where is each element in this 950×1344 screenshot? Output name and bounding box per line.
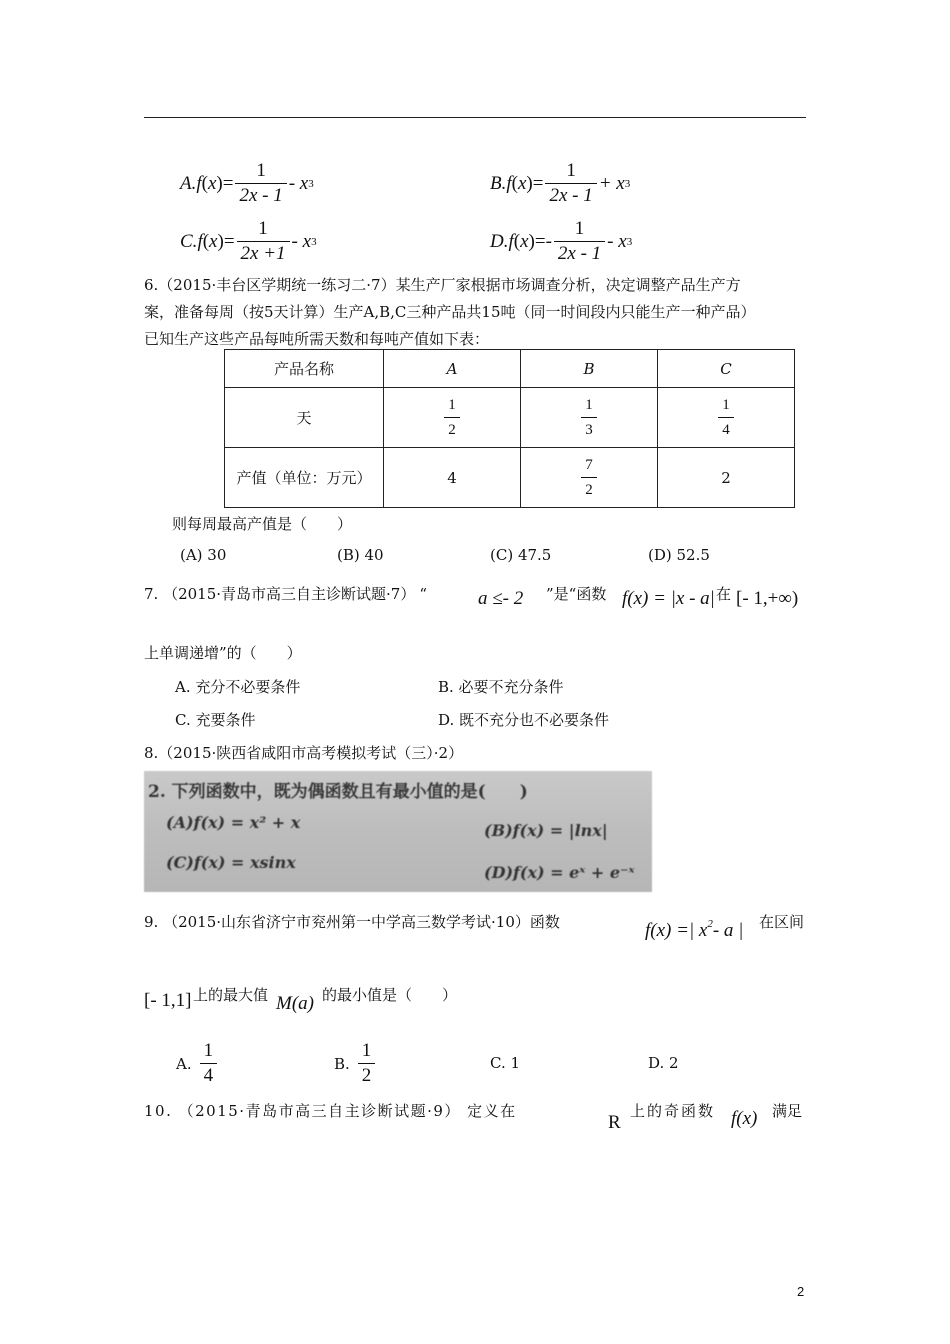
q6-question: 则每周最高产值是（ ） <box>172 515 353 533</box>
table-row-label: 产值（单位：万元） <box>225 448 384 508</box>
q5-a-label: A. <box>180 172 197 194</box>
q5-b-lhs: f <box>506 172 512 194</box>
q7-option-c: C. 充要条件 <box>175 711 256 729</box>
frac-den: 3 <box>585 422 593 438</box>
table-header-cell: C <box>658 350 795 388</box>
q5-a-pc: ) <box>216 172 223 194</box>
q5-a-fraction <box>235 160 286 207</box>
q5-c-eq: = <box>223 230 235 252</box>
q5-option-c <box>180 218 317 265</box>
q9-function <box>645 918 743 942</box>
q5-b-fraction <box>545 160 596 207</box>
q6-line1: 6.（2015·丰台区学期统一练习二·7）某生产厂家根据市场调查分析，决定调整产品生产方 <box>144 276 741 294</box>
q5-a-num: 1 <box>235 160 286 184</box>
q8-photo-option-c: (C)f(x) = xsinx <box>166 853 296 872</box>
q5-a-exp: 3 <box>308 177 314 190</box>
frac-num: 1 <box>358 1040 376 1064</box>
q5-c-label: C. <box>180 230 198 252</box>
q5-b-eq: = <box>532 172 544 194</box>
q8-photo-question: 2. 下列函数中，既为偶函数且有最小值的是( ) <box>148 782 528 802</box>
q5-c-rest: - x <box>291 230 312 252</box>
q5-b-var: x <box>517 172 527 194</box>
q5-b-po: ( <box>511 172 518 194</box>
q10-mid: 上的奇函数 <box>630 1102 716 1120</box>
q10-function: f(x) <box>731 1108 758 1129</box>
frac-num: 1 <box>200 1040 218 1064</box>
frac-num: 1 <box>718 394 734 418</box>
q5-a-var: x <box>207 172 217 194</box>
frac-num: 7 <box>581 454 597 478</box>
q9-option-d: D. 2 <box>648 1054 679 1072</box>
table-row-label: 天 <box>225 388 384 448</box>
q7-function: f(x) = |x - a| <box>622 588 715 609</box>
table-header-cell: B <box>521 350 658 388</box>
q10-prefix: 10. （2015·青岛市高三自主诊断试题·9） 定义在 <box>144 1102 517 1120</box>
q9-b-fraction <box>358 1040 376 1087</box>
q6-line2: 案，准备每周（按5天计算）生产A,B,C三种产品共15吨（同一时间段内只能生产一种产品） <box>144 303 756 321</box>
q5-d-eq: =- <box>534 230 552 252</box>
q5-d-po: ( <box>513 230 521 252</box>
q9-func-rhs: - a | <box>712 920 744 941</box>
header-rule <box>144 117 806 118</box>
frac-den: 2 <box>448 422 456 438</box>
q9-option-a <box>176 1040 219 1087</box>
q5-a-den: 2x - 1 <box>239 185 283 206</box>
q7-interval: [- 1,+∞) <box>736 588 799 609</box>
q6-option-c: (C) 47.5 <box>490 546 552 564</box>
q5-d-var: x <box>520 230 529 252</box>
q9-tail: 的最小值是（ ） <box>322 986 458 1004</box>
frac-den: 4 <box>203 1065 214 1086</box>
table-cell-c-value: 2 <box>658 448 795 508</box>
q6-line3: 已知生产这些产品每吨所需天数和每吨产值如下表： <box>144 330 490 348</box>
q7-option-a: A. 充分不必要条件 <box>175 678 301 696</box>
q5-d-num: 1 <box>554 218 605 242</box>
q7-mid: ”是“函数 <box>546 585 607 603</box>
q8-photo-option-b: (B)f(x) = |lnx| <box>484 821 608 840</box>
q5-c-num: 1 <box>237 218 290 242</box>
q5-option-d <box>490 218 632 265</box>
q9-func-lhs: f(x) =| x <box>645 920 708 941</box>
q5-b-pc: ) <box>526 172 533 194</box>
q5-c-exp: 3 <box>311 235 317 248</box>
q7-line2: 上单调递增”的（ ） <box>144 644 302 662</box>
table-header-row <box>225 350 795 388</box>
q6-option-d: (D) 52.5 <box>648 546 710 564</box>
frac-den: 2 <box>361 1065 372 1086</box>
q5-d-fraction <box>554 218 605 265</box>
q5-c-po: ( <box>202 230 210 252</box>
q9-option-b <box>334 1040 377 1087</box>
q5-d-lhs: f <box>508 230 514 252</box>
q6-option-a: (A) 30 <box>180 546 227 564</box>
q7-prefix <box>144 583 427 604</box>
q8-scanned-image <box>144 771 652 892</box>
q9-mid: 上的最大值 <box>193 986 269 1004</box>
q5-c-fraction <box>237 218 290 265</box>
q9-b-label: B. <box>334 1054 350 1073</box>
frac-den: 4 <box>722 422 730 438</box>
q7-condition: a ≤- 2 <box>478 588 524 609</box>
q9-a-label: A. <box>176 1054 192 1073</box>
q5-d-label: D. <box>490 230 509 252</box>
q5-c-pc: ) <box>217 230 224 252</box>
q10-R: R <box>608 1112 621 1133</box>
q5-a-po: ( <box>201 172 208 194</box>
q5-a-eq: = <box>222 172 234 194</box>
q9-prefix: 9. （2015·山东省济宁市兖州第一中学高三数学考试·10）函数 <box>144 913 560 931</box>
product-table <box>224 349 795 508</box>
q7-option-b: B. 必要不充分条件 <box>438 678 564 696</box>
table-cell-b-days <box>521 388 658 448</box>
table-cell-b-value <box>521 448 658 508</box>
page-number: 2 <box>797 1284 805 1299</box>
q10-tail: 满足 <box>772 1102 803 1120</box>
table-cell-c-days <box>658 388 795 448</box>
q5-c-var: x <box>209 230 218 252</box>
frac-den: 2 <box>585 482 593 498</box>
q8-title: 8.（2015·陕西省咸阳市高考模拟考试（三）·2） <box>144 744 464 762</box>
q5-option-a <box>180 160 314 207</box>
q5-b-den: 2x - 1 <box>549 185 593 206</box>
table-cell-a-days <box>384 388 521 448</box>
q5-c-den: 2x +1 <box>240 243 286 264</box>
q5-a-rest: - x <box>288 172 309 194</box>
table-header-cell: 产品名称 <box>225 350 384 388</box>
q5-d-rest: - x <box>607 230 627 252</box>
q5-d-pc: ) <box>528 230 535 252</box>
table-cell-a-value: 4 <box>384 448 521 508</box>
q5-a-lhs: f <box>196 172 202 194</box>
q5-b-exp: 3 <box>624 177 631 190</box>
q5-d-exp: 3 <box>626 235 633 248</box>
q8-photo-option-a: (A)f(x) = x² + x <box>166 813 301 832</box>
q5-option-b <box>490 160 630 207</box>
q8-photo-option-d: (D)f(x) = eˣ + e⁻ˣ <box>484 863 635 882</box>
q5-c-lhs: f <box>197 230 203 252</box>
q7-in: 在 <box>716 585 732 603</box>
table-row-days <box>225 388 795 448</box>
table-header-cell: A <box>384 350 521 388</box>
q5-b-label: B. <box>490 172 507 194</box>
q9-option-c: C. 1 <box>490 1054 521 1072</box>
q9-interval: [- 1,1] <box>144 990 192 1011</box>
q5-d-den: 2x - 1 <box>557 243 602 264</box>
q9-func-exp: 2 <box>707 918 713 930</box>
q5-b-num: 1 <box>545 160 596 184</box>
q7-option-d: D. 既不充分也不必要条件 <box>438 711 610 729</box>
q9-suffix: 在区间 <box>759 913 805 931</box>
q7-open-quote: “ <box>419 585 428 603</box>
frac-num: 1 <box>444 394 460 418</box>
q7-prefix-text: 7. （2015·青岛市高三自主诊断试题·7） <box>144 585 416 603</box>
q9-a-fraction <box>200 1040 218 1087</box>
q5-b-rest: + x <box>598 172 625 194</box>
frac-num: 1 <box>581 394 597 418</box>
q9-M: M(a) <box>276 993 314 1014</box>
table-row-value <box>225 448 795 508</box>
q6-option-b: (B) 40 <box>337 546 384 564</box>
